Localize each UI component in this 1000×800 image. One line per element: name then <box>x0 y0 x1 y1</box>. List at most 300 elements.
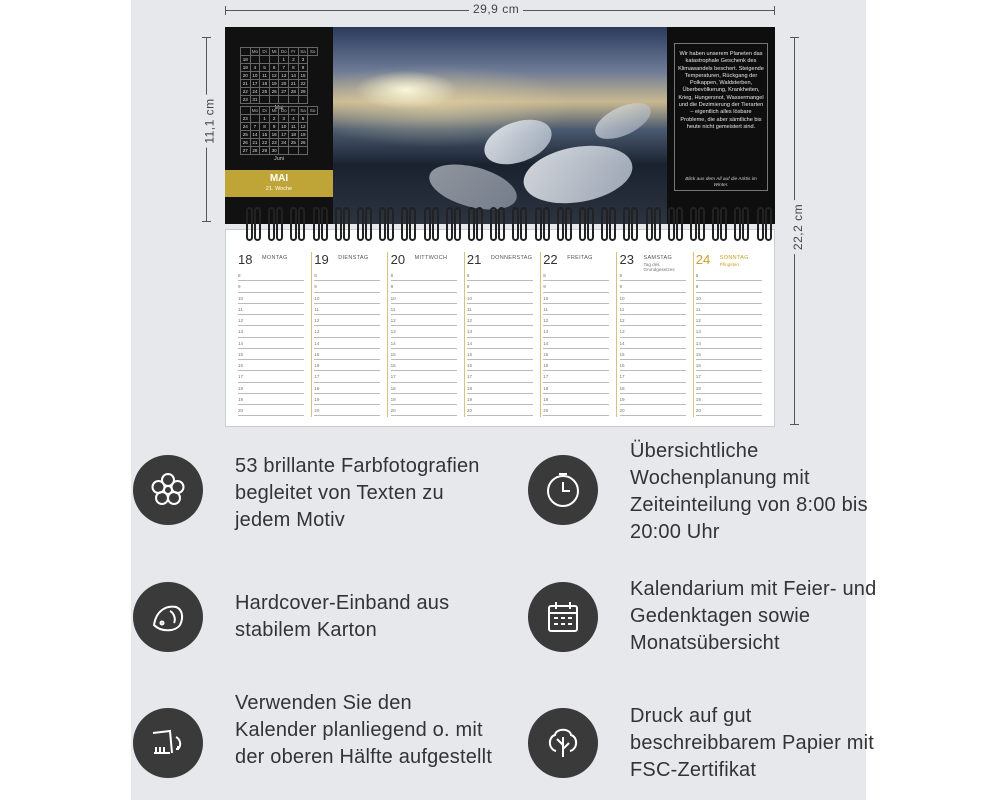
hour-line[interactable] <box>238 394 304 405</box>
hour-line[interactable] <box>620 405 686 416</box>
hour-line[interactable] <box>391 349 457 360</box>
hour-line[interactable] <box>238 315 304 326</box>
mini-calendar-week-row <box>241 131 318 139</box>
spiral-binding <box>225 207 775 245</box>
spiral-ring <box>601 207 608 241</box>
hour-label: 19 <box>543 396 549 402</box>
hour-label: 15 <box>695 351 701 357</box>
mini-calendar-day: 18 <box>241 56 251 64</box>
mini-calendar-day: 15 <box>298 72 308 80</box>
mini-calendar-week-row <box>241 123 318 131</box>
mini-calendar-weekday: Do <box>280 49 287 54</box>
hour-label: 15 <box>619 351 625 357</box>
arctic-photo <box>333 27 667 224</box>
hour-label: 12 <box>543 318 549 323</box>
mini-calendar-day: 6 <box>269 64 279 72</box>
spiral-ring <box>321 207 328 241</box>
hour-line[interactable] <box>620 281 686 292</box>
hour-line[interactable] <box>238 360 304 371</box>
hour-line[interactable] <box>543 338 609 349</box>
hour-label: 10 <box>543 295 549 301</box>
hour-line[interactable] <box>391 270 457 281</box>
day-number: 20 <box>390 252 406 267</box>
hour-label: 17 <box>543 374 549 380</box>
hour-line[interactable] <box>391 338 457 349</box>
mini-calendar-day: 4 <box>289 115 299 123</box>
mini-calendar-day: 20 <box>241 72 251 80</box>
mini-calendar-day: 3 <box>298 56 308 64</box>
hour-line[interactable] <box>543 349 609 360</box>
hour-label: 16 <box>695 363 701 368</box>
hour-label: 16 <box>390 363 396 368</box>
hour-label: 20 <box>619 408 625 413</box>
hour-line[interactable] <box>391 315 457 326</box>
spiral-ring <box>668 207 675 241</box>
hour-label: 13 <box>695 329 701 335</box>
hour-line[interactable] <box>620 270 686 281</box>
hour-line[interactable] <box>314 349 380 360</box>
flower-icon <box>133 455 203 525</box>
hour-line[interactable] <box>696 360 762 371</box>
mini-calendar-day: 30 <box>269 147 279 155</box>
mini-calendar-day: 11 <box>289 123 299 131</box>
mini-calendar-day: 9 <box>269 123 279 131</box>
hour-line[interactable] <box>238 405 304 416</box>
hour-line[interactable] <box>696 293 762 304</box>
day-number: 19 <box>314 252 329 267</box>
dim-tick <box>202 221 211 222</box>
mini-calendar-day: 8 <box>260 123 270 131</box>
spiral-ring <box>543 207 550 241</box>
mini-calendar-day: 21 <box>250 139 260 147</box>
hour-line[interactable] <box>467 394 533 405</box>
mini-calendar-day: 22 <box>298 80 308 88</box>
hour-line[interactable] <box>543 371 609 382</box>
hour-label: 19 <box>695 396 701 402</box>
hour-label: 14 <box>619 340 625 346</box>
mini-calendar-day: 8 <box>289 64 299 72</box>
hour-label: 16 <box>619 363 625 368</box>
hour-line[interactable] <box>238 371 304 382</box>
hour-line[interactable] <box>314 315 380 326</box>
mini-calendar-weekday: Do <box>280 108 287 113</box>
hour-line[interactable] <box>620 293 686 304</box>
planner-day <box>465 250 539 420</box>
hour-line[interactable] <box>467 326 533 337</box>
hour-label: 13 <box>466 329 473 335</box>
hour-label: 20 <box>314 408 320 413</box>
mini-calendar-weekday: Di <box>260 48 270 56</box>
mini-calendar-weekday: So <box>308 48 318 56</box>
mini-calendar-weekday: Di <box>260 107 270 115</box>
hour-label: 18 <box>314 385 320 391</box>
hour-line[interactable] <box>543 270 609 281</box>
hour-label: 14 <box>466 340 473 346</box>
hour-line[interactable] <box>467 315 533 326</box>
mini-calendar-weekday: Mi <box>269 107 279 115</box>
feature-text-photos: 53 brillante Farbfotografien begleitet von Texten zu jedem Motiv <box>235 455 480 531</box>
mini-calendar-weekday: Sa <box>300 49 306 54</box>
spiral-ring <box>268 207 275 241</box>
hour-line[interactable] <box>238 293 304 304</box>
mini-calendar-day: 16 <box>269 131 279 139</box>
hour-line[interactable] <box>391 281 457 292</box>
mini-calendar-day: 7 <box>279 64 289 72</box>
hour-line[interactable] <box>467 383 533 394</box>
mini-calendar-day <box>289 96 299 104</box>
mini-calendar-week-row <box>241 72 318 80</box>
tree-icon <box>528 708 598 778</box>
mini-calendar-weekday: Mi <box>269 48 279 56</box>
mini-calendar-day: 5 <box>298 115 308 123</box>
mini-calendar-day: 19 <box>241 64 251 72</box>
ice-shape <box>590 96 656 147</box>
hour-line[interactable] <box>314 405 380 416</box>
mini-calendar-weekday: Fr <box>289 48 299 56</box>
hour-label: 8 <box>543 273 546 278</box>
hour-line[interactable] <box>314 270 380 281</box>
spiral-ring <box>446 207 453 241</box>
mini-calendar-day: 31 <box>250 96 260 104</box>
hour-label: 18 <box>619 385 625 391</box>
mini-calendar-weekday: Fr <box>289 107 299 115</box>
hour-lines <box>620 270 686 416</box>
hour-line[interactable] <box>238 270 304 281</box>
mini-calendar-day <box>260 96 270 104</box>
mini-calendar-day: 17 <box>279 131 289 139</box>
planner-day <box>694 250 768 420</box>
hour-line[interactable] <box>620 383 686 394</box>
mini-calendar-day: 10 <box>250 72 260 80</box>
hour-line[interactable] <box>467 270 533 281</box>
day-name: SONNTAG <box>719 255 749 261</box>
hour-line[interactable] <box>314 394 380 405</box>
hour-line[interactable] <box>696 405 762 416</box>
hour-line[interactable] <box>314 304 380 315</box>
month-name: MAI <box>269 173 289 184</box>
hour-line[interactable] <box>696 326 762 337</box>
spiral-ring <box>454 207 461 241</box>
mini-calendar-day <box>298 96 308 104</box>
hour-label: 10 <box>619 295 625 301</box>
mini-calendar-day: 23 <box>269 139 279 147</box>
hour-lines <box>696 270 762 416</box>
spiral-ring <box>387 207 394 241</box>
hour-label: 10 <box>695 295 701 301</box>
hour-label: 9 <box>466 284 470 290</box>
mini-calendar-day <box>279 96 289 104</box>
hour-line[interactable] <box>467 371 533 382</box>
mini-calendar-month-name: Mai <box>274 105 284 111</box>
hour-line[interactable] <box>314 338 380 349</box>
hour-line[interactable] <box>238 383 304 394</box>
hour-lines <box>238 270 304 416</box>
mini-calendar-june <box>240 106 318 162</box>
planner-day <box>389 250 463 420</box>
calendar-icon <box>528 582 598 652</box>
hour-label: 10 <box>238 295 244 301</box>
spiral-ring <box>365 207 372 241</box>
mini-calendar-day <box>269 56 279 64</box>
hour-label: 10 <box>466 295 473 301</box>
mini-calendar-may <box>240 47 318 111</box>
spiral-ring <box>498 207 505 241</box>
mini-calendar-day <box>269 96 279 104</box>
hour-line[interactable] <box>314 281 380 292</box>
feature-text-planning: Übersichtliche Wochenplanung mit Zeiteinteilung von 8:00 bis 20:00 Uhr <box>630 440 868 543</box>
hour-label: 15 <box>543 351 549 357</box>
mini-calendar-day <box>250 56 260 64</box>
mini-calendar-day: 18 <box>289 131 299 139</box>
photo-caption: Blick aus dem All auf die Arktis im Winter. <box>685 177 757 188</box>
hour-label: 8 <box>619 273 623 278</box>
hour-line[interactable] <box>238 304 304 315</box>
hour-line[interactable] <box>467 338 533 349</box>
day-name: SAMSTAG <box>643 255 673 261</box>
feature-text-usage: Verwenden Sie den Kalender planliegend o. mit der oberen Hälfte aufgestellt <box>235 692 493 768</box>
stand-icon <box>133 708 203 778</box>
hour-line[interactable] <box>391 383 457 394</box>
total-height-dimension-label: 22,2 cm <box>791 200 805 254</box>
hour-line[interactable] <box>620 304 686 315</box>
hour-label: 15 <box>238 351 244 357</box>
hour-line[interactable] <box>467 349 533 360</box>
spiral-ring <box>757 207 764 241</box>
mini-calendar-week-row <box>241 115 318 123</box>
spiral-ring <box>765 207 772 241</box>
calendar-top-page <box>225 27 775 224</box>
hour-label: 17 <box>466 374 473 380</box>
spiral-ring <box>335 207 342 241</box>
hour-label: 13 <box>314 329 320 335</box>
hour-label: 9 <box>314 284 317 290</box>
hour-label: 8 <box>314 273 317 278</box>
hour-line[interactable] <box>620 371 686 382</box>
spiral-ring <box>432 207 439 241</box>
hour-label: 17 <box>314 374 320 380</box>
spiral-ring <box>246 207 253 241</box>
hour-label: 17 <box>390 374 396 380</box>
hour-line[interactable] <box>620 326 686 337</box>
hour-line[interactable] <box>391 394 457 405</box>
hour-label: 14 <box>390 340 396 346</box>
spiral-ring <box>343 207 350 241</box>
hour-line[interactable] <box>314 383 380 394</box>
spiral-ring <box>424 207 431 241</box>
hour-label: 16 <box>543 363 549 368</box>
mini-calendar-day: 14 <box>250 131 260 139</box>
hour-line[interactable] <box>543 360 609 371</box>
hour-label: 20 <box>238 408 244 413</box>
hour-label: 20 <box>466 408 473 413</box>
spiral-ring <box>409 207 416 241</box>
week-number: 21. Woche <box>265 186 293 192</box>
mini-calendar-day: 26 <box>241 139 251 147</box>
book-icon <box>133 582 203 652</box>
hour-line[interactable] <box>467 281 533 292</box>
hour-label: 17 <box>619 374 625 380</box>
hour-line[interactable] <box>620 338 686 349</box>
spiral-ring <box>698 207 705 241</box>
spiral-ring <box>557 207 564 241</box>
mini-calendar-day: 13 <box>279 72 289 80</box>
mini-calendar-day: 27 <box>279 88 289 96</box>
hour-line[interactable] <box>391 326 457 337</box>
mini-calendar-day: 23 <box>241 96 251 104</box>
day-note: Pfingsten <box>719 262 739 267</box>
hour-line[interactable] <box>467 304 533 315</box>
hour-line[interactable] <box>391 405 457 416</box>
planner-day <box>312 250 386 420</box>
hour-lines <box>314 270 380 416</box>
day-name: DONNERSTAG <box>490 255 533 261</box>
mini-calendar-day: 12 <box>269 72 279 80</box>
mini-calendar-day: 25 <box>241 131 251 139</box>
hour-line[interactable] <box>543 394 609 405</box>
hour-line[interactable] <box>467 405 533 416</box>
hour-label: 19 <box>619 396 625 402</box>
hour-line[interactable] <box>391 304 457 315</box>
hour-line[interactable] <box>238 326 304 337</box>
hour-label: 13 <box>543 329 549 335</box>
mini-calendar-day: 10 <box>279 123 289 131</box>
hour-label: 16 <box>314 363 320 368</box>
mini-calendar-day: 24 <box>250 88 260 96</box>
mini-calendar-day: 17 <box>250 80 260 88</box>
spiral-ring <box>401 207 408 241</box>
hour-label: 18 <box>543 385 549 391</box>
hour-line[interactable] <box>696 315 762 326</box>
hour-line[interactable] <box>696 338 762 349</box>
mini-calendar-day: 14 <box>289 72 299 80</box>
hour-label: 19 <box>390 396 396 402</box>
hour-line[interactable] <box>543 293 609 304</box>
mini-calendar-month-name: Juni <box>273 156 285 162</box>
hour-label: 9 <box>543 284 546 290</box>
hour-line[interactable] <box>238 349 304 360</box>
mini-calendar-day: 4 <box>250 64 260 72</box>
hour-line[interactable] <box>696 304 762 315</box>
mini-calendar-day: 20 <box>279 80 289 88</box>
mini-calendar-week-row <box>241 64 318 72</box>
hour-line[interactable] <box>543 304 609 315</box>
hour-line[interactable] <box>238 338 304 349</box>
mini-calendar-day: 22 <box>260 139 270 147</box>
hour-line[interactable] <box>696 281 762 292</box>
feature-text-calendarium: Kalendarium mit Feier- und Gedenktagen sowie Monatsübersicht <box>630 578 877 654</box>
day-number: 23 <box>619 252 634 267</box>
hour-label: 13 <box>238 329 244 335</box>
spiral-ring <box>720 207 727 241</box>
hour-lines <box>543 270 609 416</box>
hour-line[interactable] <box>314 293 380 304</box>
hour-line[interactable] <box>543 326 609 337</box>
dim-tick <box>790 424 799 425</box>
hour-line[interactable] <box>543 405 609 416</box>
hour-line[interactable] <box>467 360 533 371</box>
planner-day <box>541 250 615 420</box>
day-number: 24 <box>695 252 711 267</box>
hour-label: 15 <box>390 351 396 357</box>
mini-calendar-day: 1 <box>260 115 270 123</box>
hour-line[interactable] <box>620 360 686 371</box>
hour-label: 8 <box>390 273 394 278</box>
mini-calendar-day: 27 <box>241 147 251 155</box>
hour-label: 15 <box>314 351 320 357</box>
spiral-ring <box>654 207 661 241</box>
mini-calendar-corner <box>241 48 251 56</box>
mini-calendar-day <box>289 147 299 155</box>
hour-line[interactable] <box>696 394 762 405</box>
hour-label: 12 <box>238 318 244 323</box>
hour-label: 12 <box>390 318 396 323</box>
hour-line[interactable] <box>620 349 686 360</box>
hour-line[interactable] <box>314 326 380 337</box>
mini-calendar-day: 12 <box>298 123 308 131</box>
hour-lines <box>467 270 533 416</box>
day-name: DIENSTAG <box>338 255 369 261</box>
day-name: FREITAG <box>567 255 593 261</box>
hour-line[interactable] <box>391 360 457 371</box>
hour-label: 18 <box>695 385 701 391</box>
hour-line[interactable] <box>391 293 457 304</box>
mini-calendar-day <box>250 115 260 123</box>
hour-line[interactable] <box>543 315 609 326</box>
hour-label: 13 <box>619 329 625 335</box>
hour-label: 9 <box>695 284 699 290</box>
hour-lines <box>391 270 457 416</box>
hour-line[interactable] <box>696 383 762 394</box>
hour-line[interactable] <box>696 371 762 382</box>
feature-text-fsc: Druck auf gut beschreibbarem Papier mit FSC-Zertifikat <box>630 705 874 781</box>
mini-calendar-day: 1 <box>279 56 289 64</box>
hour-line[interactable] <box>696 270 762 281</box>
hour-label: 19 <box>238 396 244 402</box>
hour-line[interactable] <box>543 281 609 292</box>
photo-quote: Wir haben unserem Planeten das katastrophale Geschenk des Klimawandels beschert. Steigende Temperaturen, Rückgang der Polkappen, Waldsterben, Überbevölkerung, Krankheiten, Krieg, Hungersnot, Wassermangel und die Dezimierung der Tierarten – eigentlich alles lösbare Probleme, die aber sämtliche bis heute nicht gemeistert sind. <box>678 51 764 130</box>
hour-line[interactable] <box>238 281 304 292</box>
day-name: MITTWOCH <box>414 255 448 261</box>
mini-calendar-day: 24 <box>279 139 289 147</box>
spiral-ring <box>609 207 616 241</box>
hour-label: 14 <box>314 340 320 346</box>
hour-line[interactable] <box>620 315 686 326</box>
hour-label: 18 <box>466 385 473 391</box>
hour-line[interactable] <box>543 383 609 394</box>
day-number: 22 <box>543 252 558 267</box>
spiral-ring <box>565 207 572 241</box>
mini-calendar-day: 19 <box>298 131 308 139</box>
hour-line[interactable] <box>620 394 686 405</box>
mini-calendar-day: 22 <box>241 88 251 96</box>
spiral-ring <box>276 207 283 241</box>
mini-calendar-weekday: So <box>308 107 318 115</box>
hour-line[interactable] <box>696 349 762 360</box>
hour-line[interactable] <box>314 360 380 371</box>
hour-line[interactable] <box>467 293 533 304</box>
mini-calendar-week-row <box>241 56 318 64</box>
feature-text-hardcover: Hardcover-Einband aus stabilem Karton <box>235 592 450 641</box>
spiral-ring <box>712 207 719 241</box>
hour-label: 11 <box>543 306 548 312</box>
hour-label: 19 <box>314 396 320 402</box>
hour-line[interactable] <box>391 371 457 382</box>
hour-label: 18 <box>390 385 396 391</box>
hour-label: 11 <box>619 306 625 312</box>
mini-calendar-day: 29 <box>260 147 270 155</box>
mini-calendar-day: 9 <box>298 64 308 72</box>
hour-line[interactable] <box>314 371 380 382</box>
